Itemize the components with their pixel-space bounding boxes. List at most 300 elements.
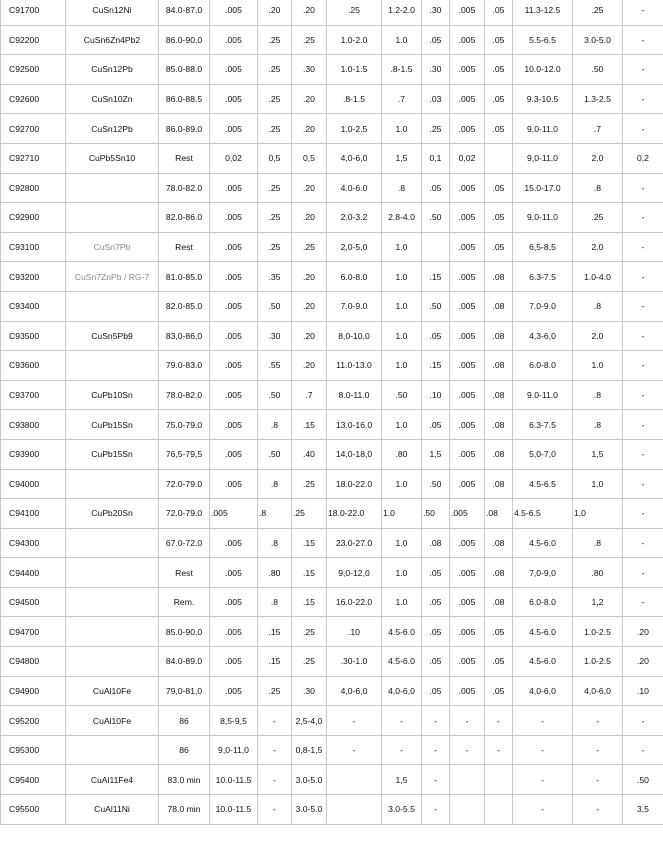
cell-alloy-name: CuAl10Fe	[66, 706, 159, 736]
cell-col-8: .80	[382, 439, 422, 469]
cell-col-12: 4.5-6.5	[513, 499, 573, 529]
cell-col-10: .005	[450, 528, 485, 558]
cell-col-6: .25	[292, 617, 327, 647]
cell-col-14: .50	[623, 765, 663, 795]
cell-col-8: 1.0	[382, 469, 422, 499]
cell-col-6: .7	[292, 380, 327, 410]
cell-cu-range: 86	[159, 706, 210, 736]
cell-col-6: .25	[292, 25, 327, 55]
cell-col-8: .8-1.5	[382, 55, 422, 85]
cell-col-10: .005	[450, 84, 485, 114]
cell-col-12: 6.3-7.5	[513, 262, 573, 292]
cell-col-12: 4.5-6.0	[513, 617, 573, 647]
cell-col-8: -	[382, 706, 422, 736]
table-row	[1, 173, 663, 203]
cell-col-4: .005	[210, 617, 258, 647]
cell-alloy-number: C93600	[1, 351, 66, 381]
cell-col-5: .25	[258, 676, 292, 706]
cell-col-11: .05	[485, 647, 513, 677]
cell-col-13: .8	[573, 380, 623, 410]
cell-col-14: -	[623, 55, 663, 85]
cell-col-11: .08	[485, 587, 513, 617]
cell-alloy-number: C95300	[1, 735, 66, 765]
cell-col-12: 10.0-12.0	[513, 55, 573, 85]
cell-col-7: .30-1.0	[327, 647, 382, 677]
cell-col-9: .05	[422, 676, 450, 706]
cell-col-11: .05	[485, 173, 513, 203]
cell-col-7: 18.0-22.0	[327, 469, 382, 499]
cell-col-8: 4.5-6.0	[382, 647, 422, 677]
cell-col-7: -	[327, 706, 382, 736]
cell-col-14: -	[623, 291, 663, 321]
cell-col-14: -	[623, 469, 663, 499]
cell-col-10: .005	[450, 262, 485, 292]
cell-col-10: -	[450, 735, 485, 765]
cell-col-12: 5.5-6.5	[513, 25, 573, 55]
cell-col-9: .05	[422, 617, 450, 647]
table-row	[1, 617, 663, 647]
cell-col-6: .20	[292, 321, 327, 351]
cell-col-13: -	[573, 706, 623, 736]
cell-col-6: .15	[292, 558, 327, 588]
cell-col-11: .08	[485, 439, 513, 469]
cell-col-10: .005	[450, 0, 485, 25]
cell-col-4: .005	[210, 25, 258, 55]
cell-col-10	[450, 795, 485, 825]
cell-col-13: .50	[573, 55, 623, 85]
cell-col-10: .005	[450, 351, 485, 381]
cell-alloy-number: C93900	[1, 439, 66, 469]
cell-cu-range: 84.0-87.0	[159, 0, 210, 25]
cell-col-5: .8	[258, 410, 292, 440]
cell-col-13: .7	[573, 114, 623, 144]
cell-col-13: 1,5	[573, 439, 623, 469]
cell-col-7: .25	[327, 0, 382, 25]
cell-col-7: -	[327, 735, 382, 765]
cell-alloy-number: C95500	[1, 795, 66, 825]
cell-cu-range: 86.0-89.0	[159, 114, 210, 144]
cell-cu-range: Rest	[159, 232, 210, 262]
cell-col-9: .50	[422, 291, 450, 321]
cell-cu-range: 78.0-82.0	[159, 380, 210, 410]
cell-col-4: .005	[210, 291, 258, 321]
cell-col-8: 1.0	[382, 25, 422, 55]
cell-col-11: .08	[485, 351, 513, 381]
cell-col-11: .05	[485, 84, 513, 114]
cell-col-12: 9.0-11.0	[513, 380, 573, 410]
cell-col-9: .10	[422, 380, 450, 410]
cell-col-7: 2,0-5,0	[327, 232, 382, 262]
cell-col-10	[450, 765, 485, 795]
cell-col-13: 2.0	[573, 232, 623, 262]
cell-col-6: .20	[292, 291, 327, 321]
cell-col-14: -	[623, 380, 663, 410]
cell-col-11: .05	[485, 114, 513, 144]
cell-col-5: -	[258, 795, 292, 825]
cell-alloy-name: CuSn7ZnPb / RG-7	[66, 262, 159, 292]
cell-col-14: -	[623, 558, 663, 588]
cell-col-12: 4,3-6,0	[513, 321, 573, 351]
cell-col-5: .25	[258, 25, 292, 55]
cell-cu-range: 76,5-79,5	[159, 439, 210, 469]
cell-col-5: .25	[258, 173, 292, 203]
cell-alloy-name: CuAl11Ni	[66, 795, 159, 825]
cell-col-4: .005	[210, 410, 258, 440]
cell-col-9: -	[422, 795, 450, 825]
cell-col-12: -	[513, 795, 573, 825]
cell-col-8: 3.0-5.5	[382, 795, 422, 825]
cell-col-14: -	[623, 84, 663, 114]
cell-cu-range: 72.0-79.0	[159, 499, 210, 529]
cell-col-11: -	[485, 706, 513, 736]
cell-col-14: -	[623, 410, 663, 440]
cell-cu-range: 79.0-83.0	[159, 351, 210, 381]
cell-col-12: -	[513, 706, 573, 736]
cell-col-6: 2,5-4,0	[292, 706, 327, 736]
table-row	[1, 0, 663, 25]
cell-col-8: .7	[382, 84, 422, 114]
cell-alloy-name: CuSn6Zn4Pb2	[66, 25, 159, 55]
cell-cu-range: 83.0 min	[159, 765, 210, 795]
cell-col-6: .20	[292, 84, 327, 114]
cell-col-8: 4.5-6.0	[382, 617, 422, 647]
cell-col-5: 0,5	[258, 143, 292, 173]
cell-col-10: .005	[450, 587, 485, 617]
cell-col-5: .8	[258, 587, 292, 617]
cell-col-5: .50	[258, 439, 292, 469]
cell-col-4: .005	[210, 351, 258, 381]
cell-col-10: .005	[450, 499, 485, 529]
cell-alloy-number: C93100	[1, 232, 66, 262]
cell-cu-range: Rest	[159, 143, 210, 173]
cell-cu-range: 78.0 min	[159, 795, 210, 825]
cell-col-6: .25	[292, 232, 327, 262]
cell-cu-range: 81.0-85.0	[159, 262, 210, 292]
cell-cu-range: 83,0-86,0	[159, 321, 210, 351]
cell-col-9: -	[422, 735, 450, 765]
cell-col-7: 14,0-18,0	[327, 439, 382, 469]
cell-col-8: 1.0	[382, 558, 422, 588]
cell-col-7: 6.0-8.0	[327, 262, 382, 292]
cell-col-10: .005	[450, 439, 485, 469]
cell-col-11: .08	[485, 499, 513, 529]
cell-col-9: .30	[422, 0, 450, 25]
table-row	[1, 528, 663, 558]
cell-alloy-name: CuSn12Ni	[66, 0, 159, 25]
cell-col-7	[327, 765, 382, 795]
cell-col-11: .08	[485, 262, 513, 292]
cell-col-14: -	[623, 114, 663, 144]
cell-col-12: -	[513, 765, 573, 795]
cell-col-10: .005	[450, 676, 485, 706]
cell-col-7: 16.0-22.0	[327, 587, 382, 617]
cell-cu-range: 85.0-90.0	[159, 617, 210, 647]
cell-alloy-name: CuPb10Sn	[66, 380, 159, 410]
cell-cu-range: 79,0-81,0	[159, 676, 210, 706]
cell-col-5: .25	[258, 114, 292, 144]
cell-col-11	[485, 765, 513, 795]
cell-col-4: .005	[210, 84, 258, 114]
cell-alloy-name: CuSn7Pb	[66, 232, 159, 262]
cell-col-14: .10	[623, 676, 663, 706]
cell-col-4: .005	[210, 232, 258, 262]
cell-alloy-name: CuSn12Pb	[66, 55, 159, 85]
cell-col-12: 6.0-8.0	[513, 587, 573, 617]
cell-col-11: .05	[485, 25, 513, 55]
cell-col-8: 1.0	[382, 351, 422, 381]
cell-col-10: -	[450, 706, 485, 736]
cell-col-12: 15.0-17.0	[513, 173, 573, 203]
cell-col-9: .05	[422, 647, 450, 677]
cell-col-14: 0,2	[623, 143, 663, 173]
cell-cu-range: 86.0-90.0	[159, 25, 210, 55]
cell-alloy-name	[66, 351, 159, 381]
cell-col-5: .8	[258, 499, 292, 529]
cell-alloy-name: CuPb15Sn	[66, 410, 159, 440]
cell-col-11: .08	[485, 469, 513, 499]
cell-col-6: .20	[292, 114, 327, 144]
cell-alloy-name	[66, 528, 159, 558]
cell-col-4: .005	[210, 587, 258, 617]
cell-col-4: 10.0-11.5	[210, 765, 258, 795]
cell-col-9: .50	[422, 203, 450, 233]
cell-alloy-number: C91700	[1, 0, 66, 25]
cell-col-6: .25	[292, 469, 327, 499]
cell-col-14: -	[623, 262, 663, 292]
cell-col-8: 1.0	[382, 291, 422, 321]
cell-col-12: 4.5-6.0	[513, 528, 573, 558]
cell-alloy-name: CuPb15Sn	[66, 439, 159, 469]
cell-col-8: 1.0	[382, 499, 422, 529]
cell-col-13: -	[573, 795, 623, 825]
cell-col-6: .20	[292, 203, 327, 233]
cell-alloy-number: C93200	[1, 262, 66, 292]
cell-col-10: .005	[450, 410, 485, 440]
cell-alloy-name	[66, 203, 159, 233]
cell-col-4: .005	[210, 499, 258, 529]
cell-col-6: .25	[292, 647, 327, 677]
cell-col-4: .005	[210, 114, 258, 144]
cell-col-9: .50	[422, 499, 450, 529]
cell-alloy-name	[66, 617, 159, 647]
cell-col-6: .40	[292, 439, 327, 469]
cell-col-6: .25	[292, 499, 327, 529]
cell-col-5: .30	[258, 321, 292, 351]
cell-col-10: .005	[450, 25, 485, 55]
cell-col-14: -	[623, 173, 663, 203]
cell-col-13: 4,0-6,0	[573, 676, 623, 706]
cell-col-6: 0,8-1,5	[292, 735, 327, 765]
table-row	[1, 499, 663, 529]
cell-alloy-name: CuSn5Pb9	[66, 321, 159, 351]
cell-col-14: -	[623, 25, 663, 55]
cell-col-14: -	[623, 321, 663, 351]
cell-col-4: .005	[210, 469, 258, 499]
cell-col-7: 8.0-11.0	[327, 380, 382, 410]
cell-col-13: 1.3-2.5	[573, 84, 623, 114]
cell-alloy-name	[66, 647, 159, 677]
cell-col-14: -	[623, 232, 663, 262]
cell-cu-range: 84.0-89.0	[159, 647, 210, 677]
cell-alloy-number: C92710	[1, 143, 66, 173]
cell-col-11: .08	[485, 410, 513, 440]
cell-col-11: .05	[485, 0, 513, 25]
cell-col-5: .8	[258, 528, 292, 558]
cell-col-13: -	[573, 765, 623, 795]
cell-col-9: .05	[422, 321, 450, 351]
cell-col-12: 4.5-6.5	[513, 469, 573, 499]
cell-col-10: .005	[450, 232, 485, 262]
cell-col-12: 6,5-8,5	[513, 232, 573, 262]
table-row	[1, 765, 663, 795]
cell-col-7: 2.0-3.2	[327, 203, 382, 233]
cell-col-12: 5,0-7,0	[513, 439, 573, 469]
cell-col-14: 3,5	[623, 795, 663, 825]
table-row	[1, 647, 663, 677]
cell-col-4: .005	[210, 0, 258, 25]
cell-col-5: .15	[258, 647, 292, 677]
cell-col-6: .30	[292, 55, 327, 85]
cell-col-14: .20	[623, 617, 663, 647]
table-row	[1, 676, 663, 706]
cell-col-9: .05	[422, 25, 450, 55]
cell-col-10: 0,02	[450, 143, 485, 173]
cell-alloy-number: C94000	[1, 469, 66, 499]
cell-col-5: .50	[258, 291, 292, 321]
cell-col-6: 3.0-5.0	[292, 795, 327, 825]
cell-alloy-number: C95400	[1, 765, 66, 795]
cell-alloy-name	[66, 173, 159, 203]
cell-alloy-number: C92500	[1, 55, 66, 85]
cell-col-6: .20	[292, 351, 327, 381]
cell-col-4: .005	[210, 262, 258, 292]
table-row	[1, 84, 663, 114]
cell-col-8: .50	[382, 380, 422, 410]
cell-alloy-number: C94500	[1, 587, 66, 617]
table-row	[1, 143, 663, 173]
cell-col-4: 8,5-9,5	[210, 706, 258, 736]
cell-alloy-name	[66, 469, 159, 499]
cell-col-7: 8,0-10,0	[327, 321, 382, 351]
cell-col-9: -	[422, 765, 450, 795]
cell-col-13: 1.0-2.5	[573, 617, 623, 647]
cell-col-8: .8	[382, 173, 422, 203]
cell-col-12: 6.0-8.0	[513, 351, 573, 381]
cell-col-5: .55	[258, 351, 292, 381]
cell-col-5: .35	[258, 262, 292, 292]
cell-cu-range: 75.0-79.0	[159, 410, 210, 440]
cell-col-5: .25	[258, 232, 292, 262]
cell-col-10: .005	[450, 380, 485, 410]
cell-alloy-number: C94300	[1, 528, 66, 558]
cell-col-11: .08	[485, 291, 513, 321]
cell-col-7: 1.0-1.5	[327, 55, 382, 85]
cell-col-4: 9,0-11,0	[210, 735, 258, 765]
cell-col-9	[422, 232, 450, 262]
cell-col-13: .8	[573, 173, 623, 203]
cell-col-14: -	[623, 706, 663, 736]
cell-col-14: .20	[623, 647, 663, 677]
cell-col-8: 1.0	[382, 528, 422, 558]
cell-alloy-number: C92600	[1, 84, 66, 114]
cell-col-7: 4,0-6,0	[327, 143, 382, 173]
cell-col-9: .15	[422, 262, 450, 292]
cell-col-13: .8	[573, 528, 623, 558]
cell-col-11: -	[485, 735, 513, 765]
cell-col-13: 1,2	[573, 587, 623, 617]
cell-col-5: .25	[258, 203, 292, 233]
cell-col-10: .005	[450, 647, 485, 677]
cell-col-9: .05	[422, 173, 450, 203]
cell-col-14: -	[623, 528, 663, 558]
cell-col-13: 2.0	[573, 143, 623, 173]
cell-col-8: 1,5	[382, 765, 422, 795]
cell-col-9: .03	[422, 84, 450, 114]
cell-col-13: .25	[573, 0, 623, 25]
cell-col-6: .30	[292, 676, 327, 706]
cell-alloy-number: C94700	[1, 617, 66, 647]
cell-alloy-name	[66, 558, 159, 588]
cell-cu-range: 85.0-88.0	[159, 55, 210, 85]
cell-col-7: 1.0-2.0	[327, 25, 382, 55]
cell-col-12: 6.3-7.5	[513, 410, 573, 440]
cell-col-12: 11.3-12.5	[513, 0, 573, 25]
cell-col-11: .08	[485, 380, 513, 410]
cell-col-7: .8-1.5	[327, 84, 382, 114]
cell-col-14: -	[623, 439, 663, 469]
cell-col-11	[485, 143, 513, 173]
cell-col-6: 0,5	[292, 143, 327, 173]
cell-col-12: 9,0-11,0	[513, 143, 573, 173]
cell-alloy-number: C94400	[1, 558, 66, 588]
table-row	[1, 735, 663, 765]
cell-col-13: .25	[573, 203, 623, 233]
cell-col-8: 1.0	[382, 321, 422, 351]
cell-col-12: 9.0-11.0	[513, 203, 573, 233]
cell-col-8: 1.0	[382, 232, 422, 262]
cell-alloy-name: CuAl10Fe	[66, 676, 159, 706]
cell-col-5: .15	[258, 617, 292, 647]
cell-col-8: 1.0	[382, 262, 422, 292]
cell-col-9: .05	[422, 587, 450, 617]
cell-col-10: .005	[450, 203, 485, 233]
cell-col-11: .05	[485, 232, 513, 262]
cell-alloy-name	[66, 587, 159, 617]
cell-alloy-number: C92800	[1, 173, 66, 203]
cell-col-7: 4.0-6.0	[327, 173, 382, 203]
cell-col-11: .08	[485, 528, 513, 558]
cell-col-9: .50	[422, 469, 450, 499]
cell-col-14: -	[623, 351, 663, 381]
cell-col-7: 13.0-16.0	[327, 410, 382, 440]
table-row	[1, 587, 663, 617]
cell-col-9: -	[422, 706, 450, 736]
cell-col-12: -	[513, 735, 573, 765]
cell-alloy-number: C93800	[1, 410, 66, 440]
table-row	[1, 439, 663, 469]
cell-col-12: 7.0-9.0	[513, 291, 573, 321]
cell-cu-range: 67.0-72.0	[159, 528, 210, 558]
cell-col-6: .15	[292, 528, 327, 558]
cell-col-9: .05	[422, 410, 450, 440]
cell-col-14: -	[623, 0, 663, 25]
cell-col-13: .8	[573, 291, 623, 321]
cell-col-7: 7.0-9.0	[327, 291, 382, 321]
cell-alloy-number: C93700	[1, 380, 66, 410]
cell-col-8: 1,5	[382, 143, 422, 173]
cell-col-4: .005	[210, 321, 258, 351]
cell-col-13: 2.0	[573, 321, 623, 351]
